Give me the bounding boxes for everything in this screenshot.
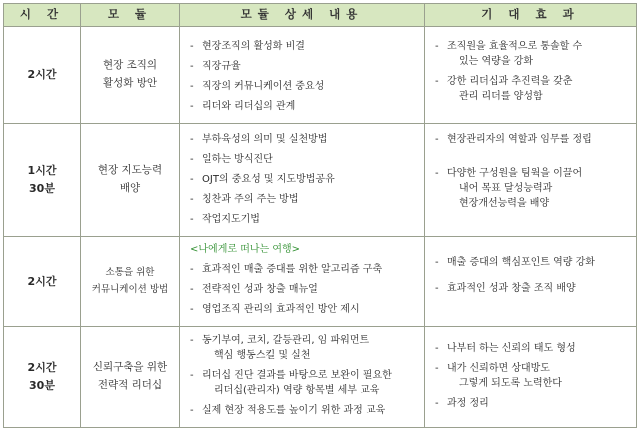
content-item: - 직장의 커뮤니케이션 중요성 — [190, 79, 416, 94]
effect-line: 그렇게 되도록 노력한다 — [459, 378, 562, 389]
table-row — [4, 327, 637, 428]
content-item: - OJT의 중요성 및 지도방법공유 — [190, 172, 416, 187]
content-item: - 영업조직 관리의 효과적인 방안 제시 — [190, 302, 416, 317]
content-item: - 직장규율 — [190, 59, 416, 74]
effect-line: 현장개선능력을 배양 — [459, 198, 550, 209]
content-item: - 리더와 리더십의 관계 — [190, 99, 416, 114]
effect-line: 과정 정리 — [447, 398, 489, 409]
time-text: 2시간 — [27, 361, 57, 375]
module-line: 신뢰구축을 위한 — [92, 361, 168, 374]
time-cell — [4, 327, 81, 428]
header-module: 모 듈 — [81, 4, 180, 27]
header-content: 모듈 상세 내용 — [180, 4, 425, 27]
module-cell — [81, 327, 180, 428]
header-row — [4, 4, 637, 27]
effect-line: 다양한 구성원을 팀웍을 이끌어 — [447, 168, 583, 179]
effect-item — [435, 39, 628, 69]
effect-line: 내가 신뢰하면 상대방도 — [447, 363, 550, 374]
content-item: - 작업지도기법 — [190, 212, 416, 227]
module-cell — [81, 124, 180, 237]
curriculum-table — [3, 3, 637, 428]
effect-cell — [425, 327, 637, 428]
effect-item — [435, 361, 628, 391]
module-line: 커뮤니케이션 방법 — [91, 283, 169, 295]
header-effect: 기 대 효 과 — [425, 4, 637, 27]
effect-line: 관리 리더를 양성함 — [459, 91, 543, 102]
effect-cell — [425, 124, 637, 237]
content-item — [190, 403, 416, 418]
module-cell — [81, 27, 180, 124]
effect-cell — [425, 27, 637, 124]
module-line: 현장 조직의 — [102, 59, 158, 72]
effect-line: 있는 역량을 강화 — [459, 56, 533, 67]
time-text: 2시간 — [27, 68, 57, 82]
effect-line: 효과적인 성과 창출 조직 배양 — [447, 283, 576, 294]
module-cell — [81, 237, 180, 327]
effect-line: 강한 리더십과 추진력을 갖춘 — [447, 76, 573, 87]
effect-item — [435, 166, 628, 211]
header-time: 시 간 — [4, 4, 81, 27]
table-row — [4, 237, 637, 327]
content-item: - 효과적인 매출 증대를 위한 알고리즘 구축 — [190, 262, 416, 277]
effect-cell — [425, 237, 637, 327]
content-item — [190, 368, 416, 398]
content-cell — [180, 27, 425, 124]
content-item: - 일하는 방식진단 — [190, 152, 416, 167]
time-text: 2시간 — [27, 274, 57, 288]
content-item — [190, 333, 416, 363]
content-cell — [180, 124, 425, 237]
content-item: - 부하육성의 의미 및 실천방법 — [190, 132, 416, 147]
module-line: 배양 — [119, 182, 141, 194]
module-line: 소통을 위한 — [105, 267, 155, 279]
effect-item — [435, 396, 628, 411]
time-text: 1시간 — [27, 164, 57, 178]
module-line: 현장 지도능력 — [97, 164, 163, 177]
content-line: 리더십(관리자) 역량 항목별 세부 교육 — [214, 385, 380, 396]
module-line: 활성화 방안 — [102, 77, 158, 89]
module-line: 전략적 리더십 — [97, 379, 163, 391]
effect-item — [435, 132, 628, 147]
time-text: 30분 — [29, 379, 55, 392]
program-title: <나에게로 떠나는 여행> — [190, 244, 301, 255]
content-item: - 현장조직의 활성화 비결 — [190, 39, 416, 54]
effect-line: 나부터 하는 신뢰의 태도 형성 — [447, 343, 576, 354]
time-cell — [4, 124, 81, 237]
effect-item — [435, 341, 628, 356]
effect-item — [435, 74, 628, 104]
content-line: 핵심 행동스킬 및 실천 — [214, 350, 311, 361]
content-line: 실제 현장 적용도를 높이기 위한 과정 교육 — [202, 405, 386, 416]
effect-item — [435, 281, 628, 296]
time-text: 30분 — [29, 182, 55, 195]
content-line: 리더십 진단 결과를 바탕으로 보완이 필요한 — [202, 370, 392, 381]
effect-line: 내어 목표 달성능력과 — [459, 183, 553, 194]
content-item: - 전략적인 성과 창출 매뉴얼 — [190, 282, 416, 297]
effect-line: 매출 증대의 핵심포인트 역량 강화 — [447, 257, 595, 268]
effect-line: 조직원을 효율적으로 통솔할 수 — [447, 41, 583, 52]
table-row — [4, 27, 637, 124]
content-line: 동기부여, 코치, 갈등관리, 임 파워먼트 — [202, 335, 370, 346]
effect-line: 현장관리자의 역할과 임무를 정립 — [447, 134, 592, 145]
table-row — [4, 124, 637, 237]
time-cell — [4, 237, 81, 327]
content-cell — [180, 327, 425, 428]
content-item: - 칭찬과 주의 주는 방법 — [190, 192, 416, 207]
time-cell — [4, 27, 81, 124]
effect-item — [435, 255, 628, 270]
content-cell — [180, 237, 425, 327]
